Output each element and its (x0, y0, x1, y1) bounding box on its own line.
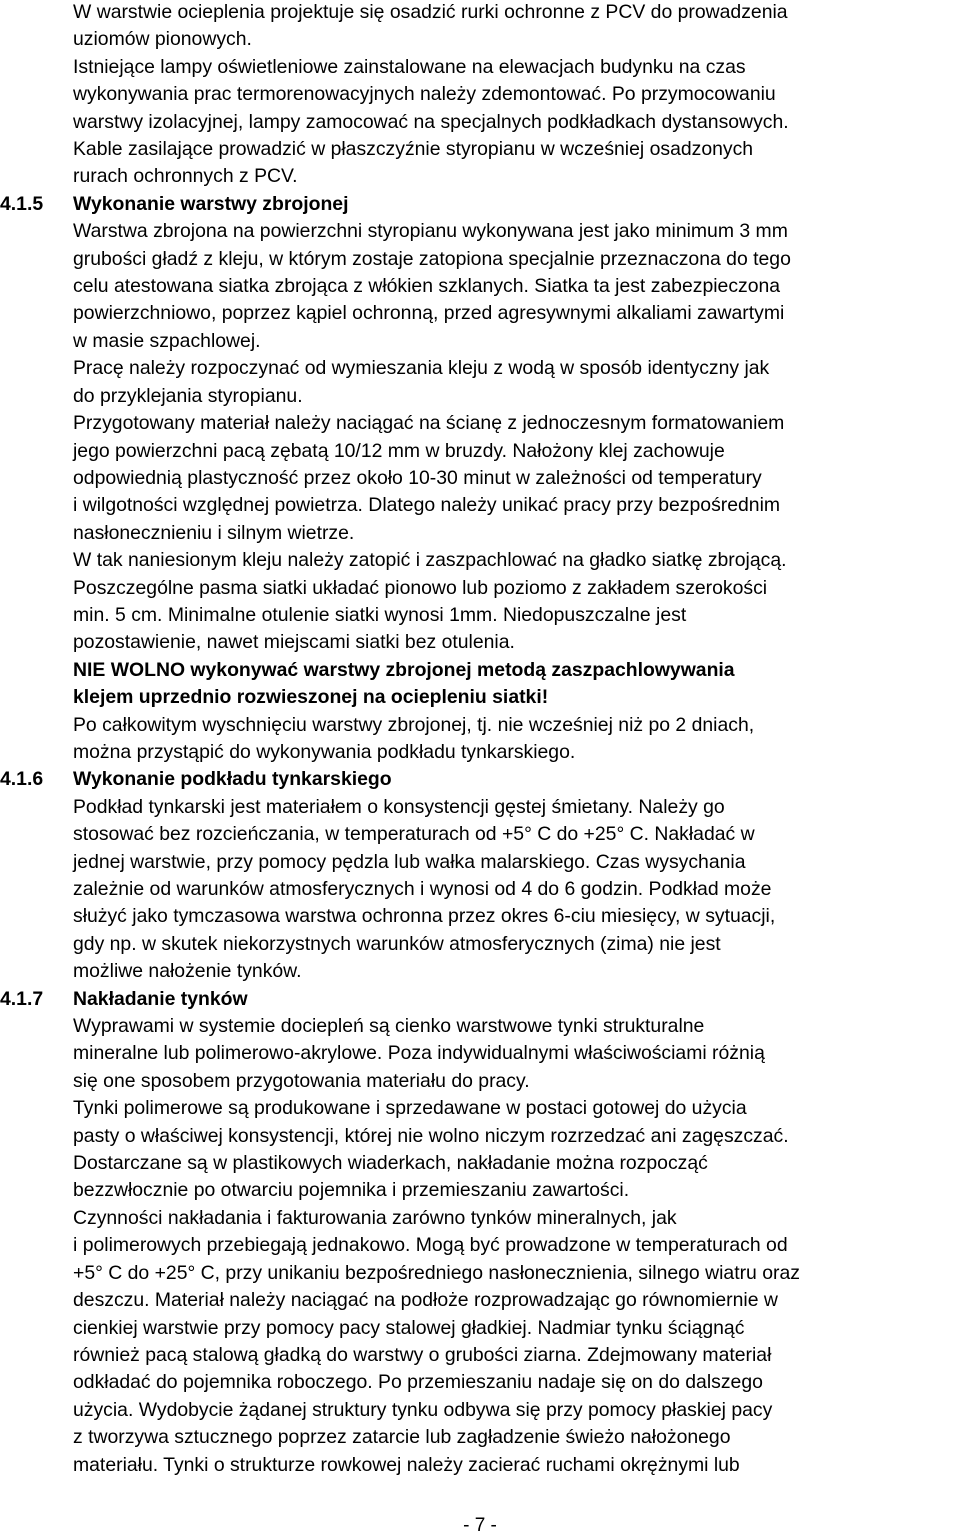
text-line: +5° C do +25° C, przy unikaniu bezpośredniego nasłonecznienia, silnego wiatru oraz (73, 1261, 800, 1284)
paragraph (73, 1013, 958, 1095)
text-line: jego powierzchni pacą zębatą 10/12 mm w bruzdy. Nałożony klej zachowuje (73, 439, 725, 462)
text-line: gdy np. w skutek niekorzystnych warunków atmosferycznych (zima) nie jest (73, 932, 721, 955)
text-line: Warstwa zbrojona na powierzchni styropianu wykonywana jest jako minimum 3 mm (73, 220, 788, 243)
text-line: służyć jako tymczasowa warstwa ochronna przez okres 6-ciu miesięcy, w sytuacji, (73, 905, 776, 928)
paragraph (73, 1205, 958, 1479)
text-line: deszczu. Materiał należy naciągać na podłoże rozprowadzając go równomiernie w (73, 1289, 778, 1312)
text-line: W warstwie ocieplenia projektuje się osadzić rurki ochronne z PCV do prowadzenia (73, 1, 788, 23)
text-line: materiału. Tynki o strukturze rowkowej należy zacierać ruchami okrężnymi lub (73, 1453, 740, 1476)
warning-line: NIE WOLNO wykonywać warstwy zbrojonej metodą zaszpachlowywania (73, 658, 735, 681)
text-line: do przyklejania styropianu. (73, 384, 303, 407)
section-title: Wykonanie warstwy zbrojonej (73, 192, 349, 215)
text-line: powierzchniowo, poprzez kąpiel ochronną, przed agresywnymi alkaliami zawartymi (73, 302, 785, 325)
paragraph (73, 547, 958, 657)
text-line: Dostarczane są w plastikowych wiaderkach, nakładanie można rozpocząć (73, 1152, 708, 1175)
text-line: mineralne lub polimerowo-akrylowe. Poza indywidualnymi właściwościami różnią (73, 1042, 765, 1065)
text-line: min. 5 cm. Minimalne otulenie siatki wynosi 1mm. Niedopuszczalne jest (73, 603, 687, 626)
page-number: - 7 - (463, 1515, 497, 1536)
text-line: również pacą stalową gładką do warstwy o grubości ziarna. Zdejmowany materiał (73, 1343, 772, 1366)
paragraph-intro-2 (73, 54, 958, 191)
warning-paragraph (73, 657, 958, 712)
text-line: Po całkowitym wyschnięciu warstwy zbrojonej, tj. nie wcześniej niż po 2 dniach, (73, 713, 755, 736)
section-heading-4-1-5 (0, 191, 960, 218)
text-line: Pracę należy rozpoczynać od wymieszania kleju z wodą w sposób identyczny jak (73, 357, 770, 380)
paragraph (73, 794, 958, 986)
text-line: Tynki polimerowe są produkowane i sprzedawane w postaci gotowej do użycia (73, 1097, 747, 1120)
text-line: się one sposobem przygotowania materiału do pracy. (73, 1069, 530, 1092)
text-line: nasłonecznieniu i silnym wietrze. (73, 521, 355, 544)
text-line: Kable zasilające prowadzić w płaszczyźnie styropianu w wcześniej osadzonych (73, 138, 754, 161)
paragraph (73, 410, 958, 547)
text-line: pasty o właściwej konsystencji, której nie wolno niczym rozrzedzać ani zagęszczać. (73, 1124, 789, 1147)
text-line: Podkład tynkarski jest materiałem o konsystencji gęstej śmietany. Należy go (73, 795, 725, 818)
section-heading-4-1-6 (0, 766, 960, 793)
paragraph (73, 712, 958, 767)
text-line: Istniejące lampy oświetleniowe zainstalowane na elewacjach budynku na czas (73, 55, 746, 78)
paragraph-intro-1 (73, 0, 958, 54)
text-line: cienkiej warstwie przy pomocy pacy stalowej gładkiej. Nadmiar tynku ściągnąć (73, 1316, 745, 1339)
text-line: Wyprawami w systemie dociepleń są cienko warstwowe tynki strukturalne (73, 1015, 705, 1038)
text-line: uziomów pionowych. (73, 28, 252, 51)
text-line: celu atestowana siatka zbrojąca z włókien szklanych. Siatka ta jest zabezpieczona (73, 275, 781, 298)
section-title: Nakładanie tynków (73, 987, 248, 1010)
text-line: Czynności nakładania i fakturowania zarówno tynków mineralnych, jak (73, 1206, 677, 1229)
text-line: z tworzywa sztucznego poprzez zatarcie lub zagładzenie świeżo nałożonego (73, 1426, 731, 1449)
section-heading-4-1-7 (0, 986, 960, 1013)
text-line: użycia. Wydobycie żądanej struktury tynku odbywa się przy pomocy płaskiej pacy (73, 1398, 773, 1421)
text-line: zależnie od warunków atmosferycznych i wynosi od 4 do 6 godzin. Podkład może (73, 878, 772, 900)
section-number: 4.1.7 (0, 987, 44, 1010)
text-line: i wilgotności względnej powietrza. Dlatego należy unikać pracy przy bezpośrednim (73, 494, 781, 517)
text-line: możliwe nałożenie tynków. (73, 960, 302, 983)
text-line: wykonywania prac termorenowacyjnych należy zdemontować. Po przymocowaniu (73, 83, 776, 106)
section-title: Wykonanie podkładu tynkarskiego (73, 768, 392, 791)
text-line: bezzwłocznie po otwarciu pojemnika i przemieszaniu zawartości. (73, 1179, 630, 1202)
text-line: W tak naniesionym kleju należy zatopić i zaszpachlować na gładko siatkę zbrojącą. (73, 549, 787, 572)
warning-line: klejem uprzednio rozwieszonej na ociepleniu siatki! (73, 686, 549, 709)
text-line: warstwy izolacyjnej, lampy zamocować na specjalnych podkładkach dystansowych. (73, 110, 789, 133)
paragraph (73, 1095, 958, 1205)
text-line: można przystąpić do wykonywania podkładu tynkarskiego. (73, 740, 576, 763)
text-line: rurach ochronnych z PCV. (73, 165, 298, 188)
text-line: i polimerowych przebiegają jednakowo. Mogą być prowadzone w temperaturach od (73, 1234, 788, 1257)
section-number: 4.1.5 (0, 192, 44, 215)
text-line: w masie szpachlowej. (73, 329, 261, 352)
text-line: Przygotowany materiał należy naciągać na ścianę z jednoczesnym formatowaniem (73, 412, 785, 435)
text-line: jednej warstwie, przy pomocy pędzla lub wałka malarskiego. Czas wysychania (73, 850, 746, 873)
paragraph (73, 218, 958, 355)
text-line: Poszczególne pasma siatki układać pionowo lub poziomo z zakładem szerokości (73, 576, 768, 599)
text-line: odpowiednią plastyczność przez około 10-30 minut w zależności od temperatury (73, 466, 762, 489)
section-number: 4.1.6 (0, 768, 44, 791)
text-line: odkładać do pojemnika roboczego. Po przemieszaniu nadaje się on do dalszego (73, 1371, 763, 1394)
text-line: pozostawienie, nawet miejscami siatki bez otulenia. (73, 631, 515, 654)
text-line: stosować bez rozcieńczania, w temperaturach od +5° C do +25° C. Nakładać w (73, 823, 755, 846)
paragraph (73, 355, 958, 410)
text-line: grubości gładź z kleju, w którym zostaje zatopiona specjalnie przeznaczona do tego (73, 247, 791, 270)
